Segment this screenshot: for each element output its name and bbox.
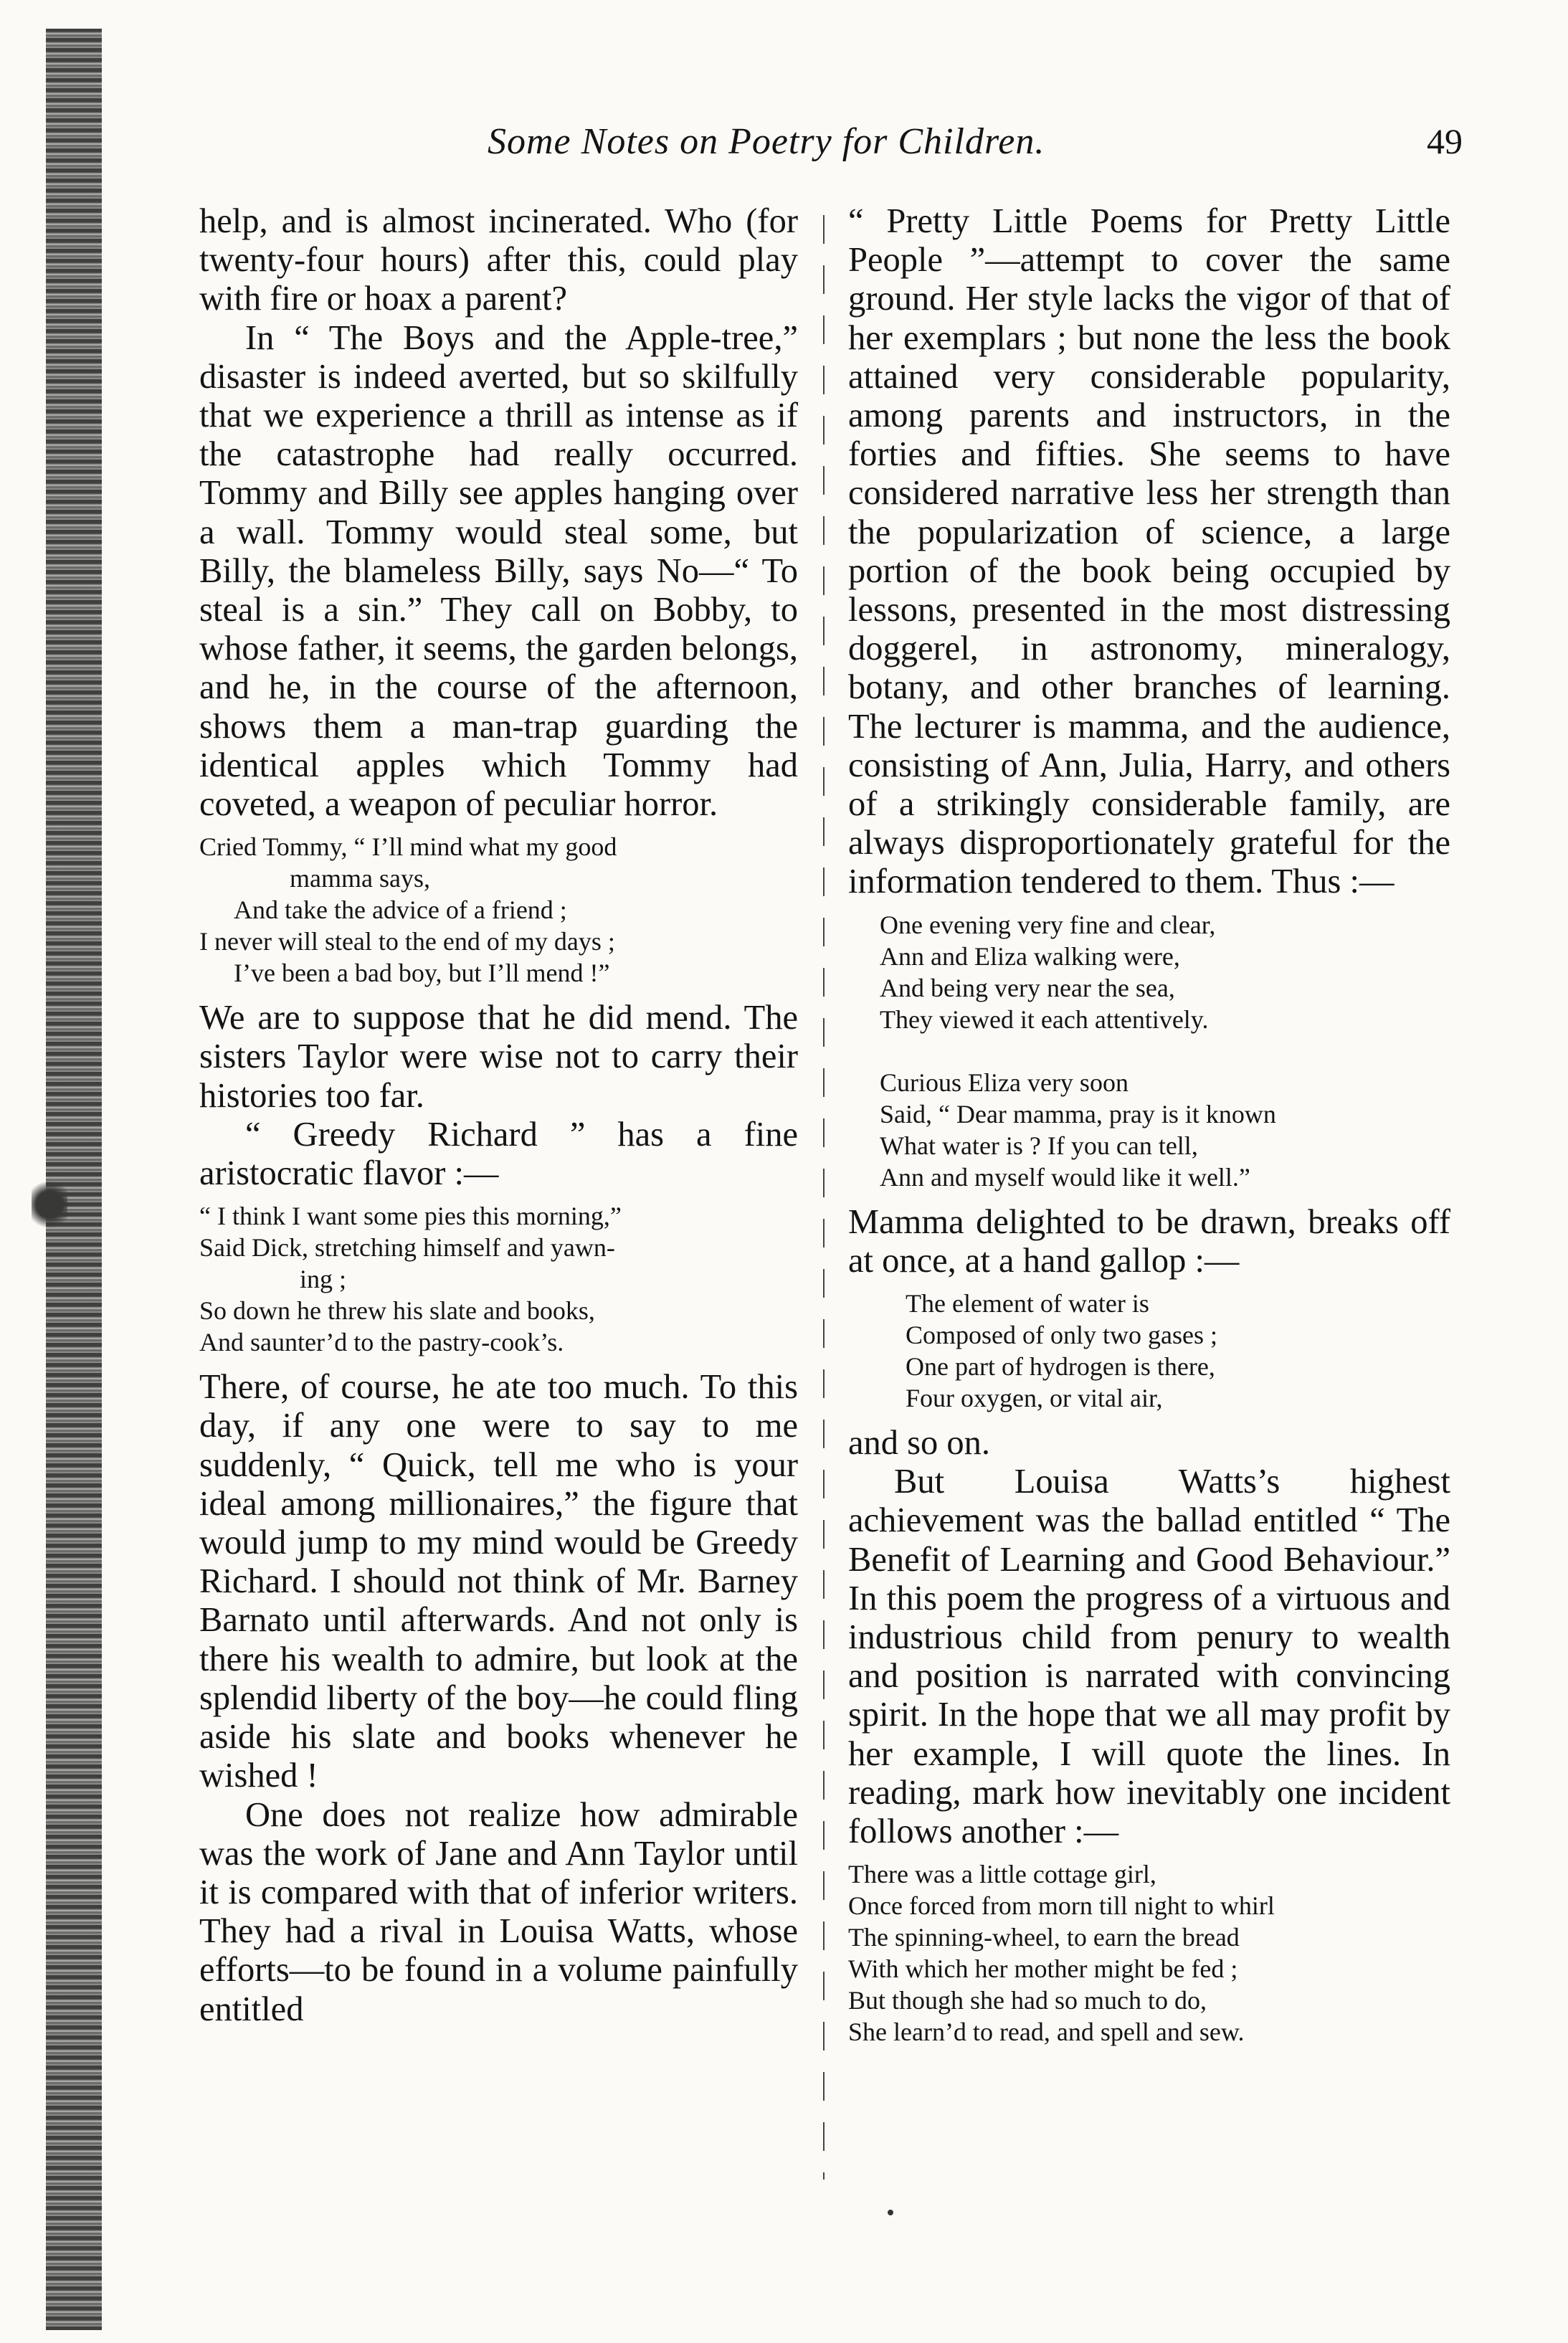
verse-line: What water is ? If you can tell, <box>880 1131 1198 1160</box>
stanza-gap <box>880 1035 1450 1067</box>
verse-line: Curious Eliza very soon <box>880 1068 1129 1097</box>
verse-line: Ann and Eliza walking were, <box>880 941 1180 971</box>
verse-line: “ I think I want some pies this morning,” <box>199 1202 622 1231</box>
verse-line: mamma says, <box>290 864 430 893</box>
verse-line: With which her mother might be fed ; <box>848 1954 1238 1984</box>
verse-block <box>848 909 1450 1193</box>
running-title: Some Notes on Poetry for Children. <box>488 121 1045 162</box>
verse-line: I never will steal to the end of my days ; <box>199 927 615 956</box>
scanned-book-spine-edge <box>46 29 102 2330</box>
page-header <box>194 120 1463 185</box>
verse-line: There was a little cottage girl, <box>848 1860 1156 1889</box>
verse-line: And being very near the sea, <box>880 973 1175 1002</box>
verse-line: Once forced from morn till night to whirl <box>848 1891 1275 1921</box>
verse-line: So down he threw his slate and books, <box>199 1296 595 1326</box>
verse-block <box>848 1288 1450 1414</box>
page-number: 49 <box>1427 121 1463 161</box>
verse-line: Ann and myself would like it well.” <box>880 1162 1250 1192</box>
verse-block <box>199 831 798 989</box>
right-column <box>848 202 1450 2058</box>
verse-line: Four oxygen, or vital air, <box>906 1384 1163 1413</box>
verse-line: Cried Tommy, “ I’ll mind what my good <box>199 832 617 862</box>
paragraph: There, of course, he ate too much. To this day, if any one were to say to me suddenly, “ Quick, tell me who is your ideal among millionaires,” the figure that would jump to my mind would be Greedy Richard. I should not think of Mr. Barney Barnato until afterwards. And not only is there his wealth to admire, but look at the splendid liberty of the boy—he could fling aside his slate and books whenever he wished ! <box>199 1368 798 1795</box>
paragraph: “ Greedy Richard ” has a fine aristocratic flavor :— <box>199 1115 798 1193</box>
paragraph: and so on. <box>848 1424 991 1463</box>
paragraph: But Louisa Watts’s highest achievement was the ballad entitled “ The Benefit of Learning and Good Behaviour.” In this poem the progress of a virtuous and industrious child from penury to wealth and position is narrated with convincing spirit. In the hope that we all may profit by her example, I will quote the lines. In reading, mark how inevitably one incident follows another :— <box>848 1463 1450 1851</box>
paragraph: In “ The Boys and the Apple-tree,” disaster is indeed averted, but so skilfully that we experience a thrill as intense as if the catastrophe had really occurred. Tommy and Billy see apples hanging over a wall. Tommy would steal some, but Billy, the blameless Billy, says No—“ To steal is a sin.” They call on Bobby, to whose father, it seems, the garden belongs, and he, in the course of the afternoon, shows them a man-trap guarding the identical apples which Tommy had coveted, a weapon of peculiar horror. <box>199 318 798 824</box>
verse-line: Composed of only two gases ; <box>906 1321 1217 1350</box>
paragraph: We are to suppose that he did mend. The sisters Taylor were wise not to carry their histories too far. <box>199 999 798 1115</box>
verse-line: And take the advice of a friend ; <box>234 895 567 925</box>
paragraph: “ Pretty Little Poems for Pretty Little People ”—attempt to cover the same ground. Her style lacks the vigor of that of her exemplars ; but none the less the book attained very considerable popularity, among parents and instructors, in the forties and fifties. She seems to have considered narrative less her strength than the popularization of science, a large portion of the book being occupied by lessons, presented in the most distressing doggerel, in astronomy, mineralogy, botany, and other branches of learning. The lecturer is mamma, and the audience, consisting of Ann, Julia, Harry, and others of a strikingly considerable family, are always disproportionately grateful for the information tendered to them. Thus :— <box>848 202 1450 901</box>
verse-line: The spinning-wheel, to earn the bread <box>848 1923 1240 1952</box>
verse-block <box>199 1200 798 1358</box>
verse-line: One part of hydrogen is there, <box>906 1352 1215 1382</box>
left-column <box>199 202 798 2029</box>
verse-line: One evening very fine and clear, <box>880 910 1216 939</box>
verse-line: Said Dick, stretching himself and yawn- <box>199 1233 615 1263</box>
verse-line: Said, “ Dear mamma, pray is it known <box>880 1099 1276 1128</box>
paragraph: help, and is almost incinerated. Who (for twenty-four hours) after this, could play with fire or hoax a parent? <box>199 202 798 318</box>
verse-line: ing ; <box>300 1265 347 1294</box>
verse-line: But though she had so much to do, <box>848 1986 1207 2015</box>
paragraph: One does not realize how admirable was the work of Jane and Ann Taylor until it is compared with that of inferior writers. They had a rival in Louisa Watts, whose efforts—to be found in a volume painfully entitled <box>199 1795 798 2028</box>
verse-line: They viewed it each attentively. <box>880 1004 1209 1034</box>
column-divider <box>823 215 825 2180</box>
print-mark-dot <box>888 2210 893 2215</box>
paragraph: Mamma delighted to be drawn, breaks off at once, at a hand gallop :— <box>848 1202 1450 1280</box>
verse-block <box>848 1858 1450 2048</box>
verse-line: The element of water is <box>906 1289 1149 1318</box>
verse-line: She learn’d to read, and spell and sew. <box>848 2018 1245 2047</box>
verse-line: I’ve been a bad boy, but I’ll mend !” <box>234 959 610 988</box>
verse-line: And saunter’d to the pastry-cook’s. <box>199 1328 564 1357</box>
